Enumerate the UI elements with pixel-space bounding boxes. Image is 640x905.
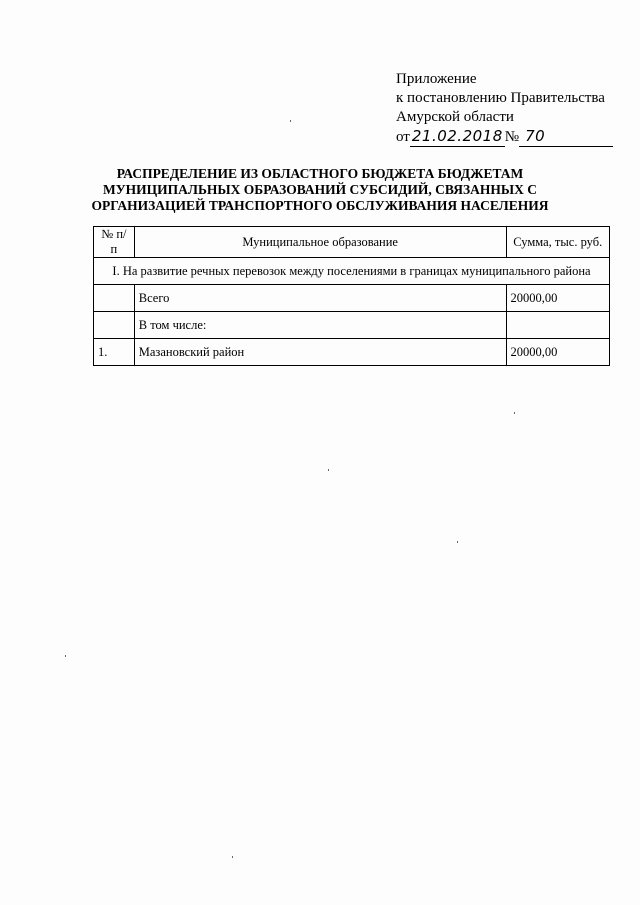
table-section-row (94, 258, 610, 285)
handwritten-date: 21.02.2018 (411, 127, 503, 145)
header-municipality: Муниципальное образование (134, 227, 506, 258)
document-title (80, 166, 560, 214)
appendix-date-line (396, 127, 613, 147)
cell-sum: 20000,00 (506, 285, 609, 312)
table-header-row (94, 227, 610, 258)
appendix-block (396, 70, 613, 147)
title-line-2: МУНИЦИПАЛЬНЫХ ОБРАЗОВАНИЙ СУБСИДИЙ, СВЯЗАННЫХ С (103, 182, 537, 197)
cell-number (94, 312, 135, 339)
cell-sum: 20000,00 (506, 339, 609, 366)
distribution-table (93, 226, 610, 366)
table-row (94, 339, 610, 366)
cell-number (94, 285, 135, 312)
number-prefix: № (504, 129, 520, 145)
appendix-decree-ref: к постановлению Правительства (396, 90, 605, 106)
cell-municipality: Мазановский район (134, 339, 506, 366)
title-line-1: РАСПРЕДЕЛЕНИЕ ИЗ ОБЛАСТНОГО БЮДЖЕТА БЮДЖЕТАМ (116, 166, 524, 181)
appendix-title: Приложение (396, 71, 477, 87)
header-sum: Сумма, тыс. руб. (506, 227, 609, 258)
title-line-3: ОРГАНИЗАЦИЕЙ ТРАНСПОРТНОГО ОБСЛУЖИВАНИЯ НАСЕЛЕНИЯ (91, 198, 549, 213)
appendix-region: Амурской области (396, 109, 514, 125)
table-row (94, 285, 610, 312)
cell-municipality: Всего (134, 285, 506, 312)
header-number: № п/п (94, 227, 135, 258)
cell-number: 1. (94, 339, 135, 366)
handwritten-number: 70 (519, 127, 613, 147)
section-heading: I. На развитие речных перевозок между поселениями в границах муниципального района (94, 258, 610, 285)
date-prefix: от (396, 129, 410, 145)
cell-municipality: В том числе: (134, 312, 506, 339)
cell-sum (506, 312, 609, 339)
table-row (94, 312, 610, 339)
